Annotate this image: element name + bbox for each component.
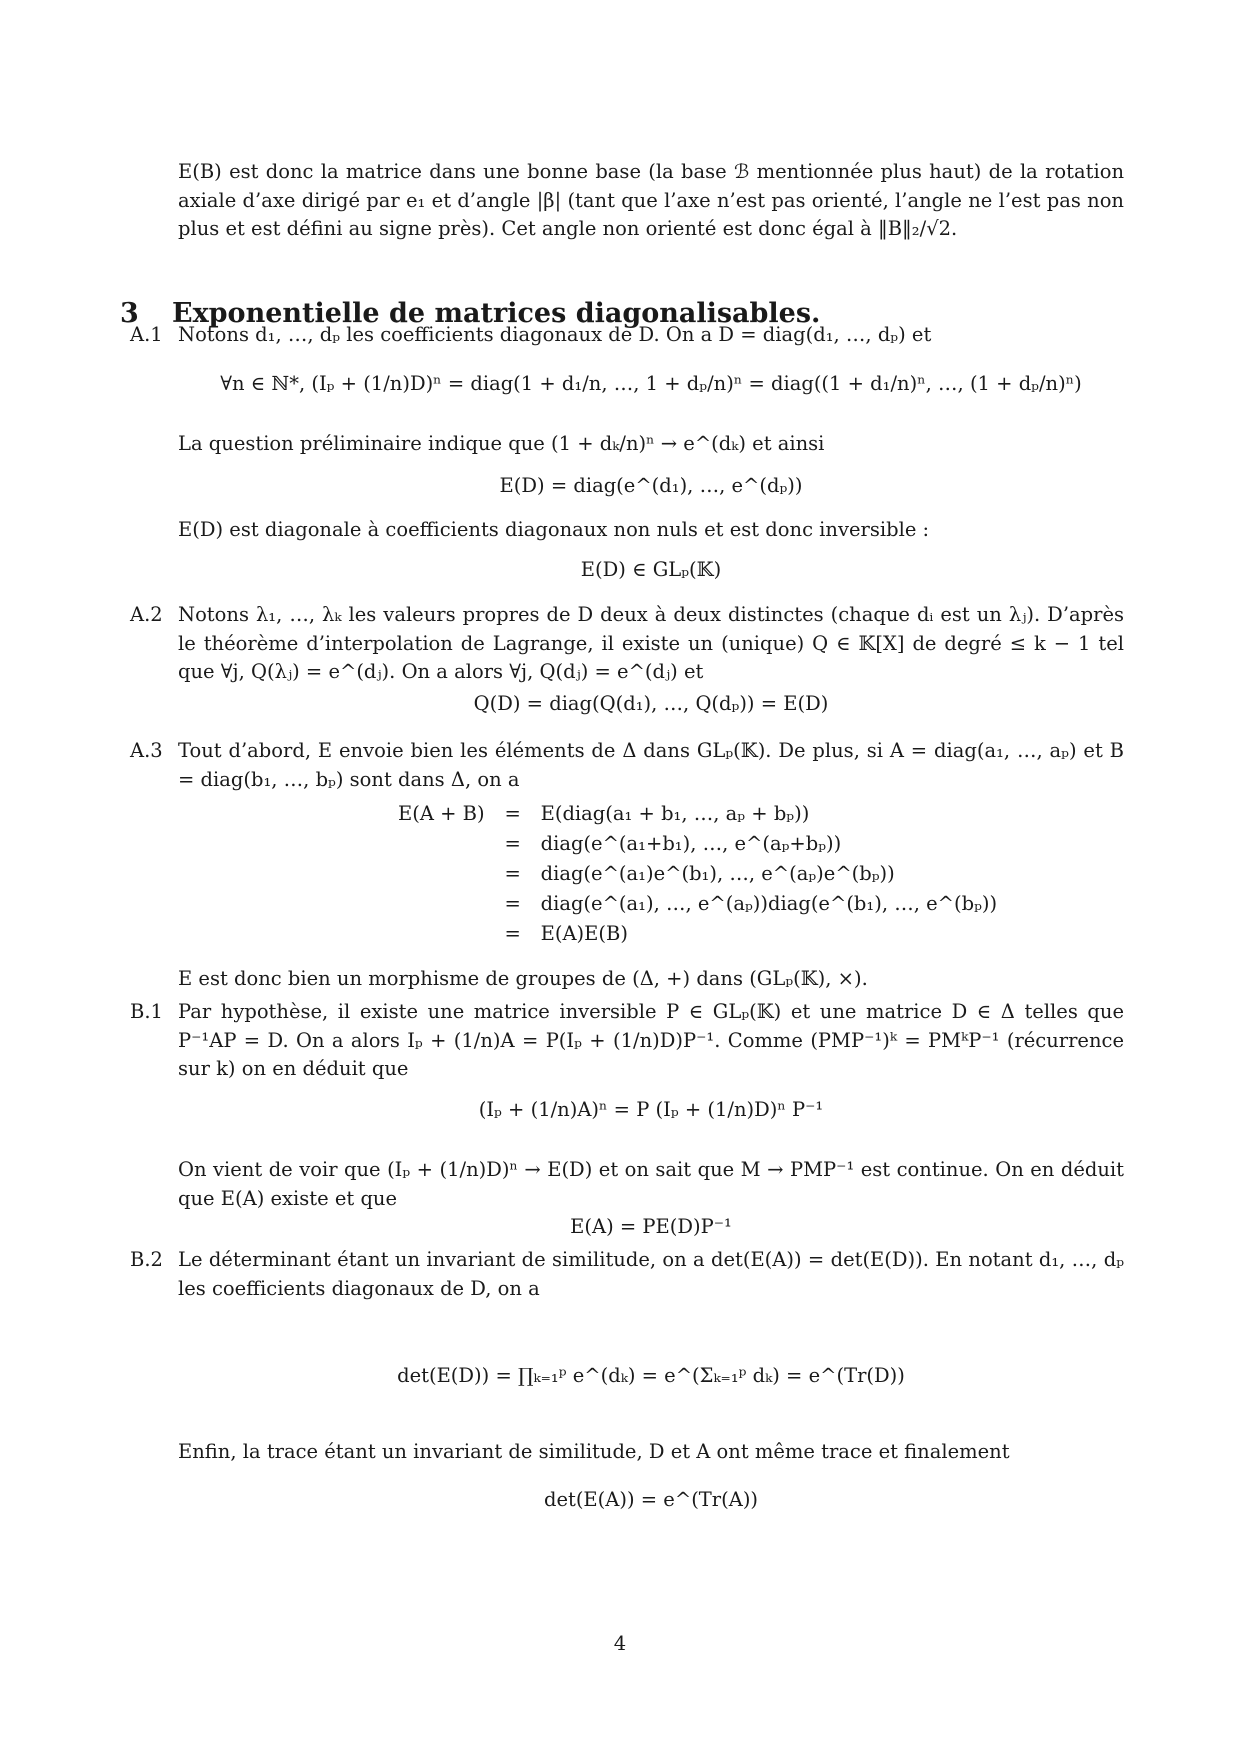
item-text: On vient de voir que (Iₚ + (1/n)D)ⁿ → E(D) et on sait que M → PMP⁻¹ est continue. On en déduit que E(A) existe et que [178,1158,1124,1210]
equation-rhs: E(diag(a₁ + b₁, …, aₚ + bₚ)) [540,801,810,825]
equation-b2-2: det(E(A)) = e^(Tr(A)) [543,1488,759,1511]
equation-a2: Q(D) = diag(Q(d₁), …, Q(dₚ)) = E(D) [473,692,829,715]
equation-a1-1: ∀n ∈ ℕ*, (Iₚ + (1/n)D)ⁿ = diag(1 + d₁/n, …, 1 + dₚ/n)ⁿ = diag((1 + d₁/n)ⁿ, …, (1 + dₚ/n)ⁿ) [220,372,1082,395]
equals-sign: = [504,921,521,945]
equation-a1-2: E(D) = diag(e^(d₁), …, e^(dₚ)) [499,474,803,497]
item-label: A.1 [130,323,163,346]
item-text: La question préliminaire indique que (1 + dₖ/n)ⁿ → e^(dₖ) et ainsi [178,432,825,455]
equation-b2-1: det(E(D)) = ∏ₖ₌₁ᵖ e^(dₖ) = e^(Σₖ₌₁ᵖ dₖ) = e^(Tr(D)) [397,1364,905,1387]
item-b1 [130,998,1124,1084]
item-label: B.1 [130,1000,163,1023]
page-number: 4 [613,1632,627,1655]
equals-sign: = [504,891,521,915]
aligned-equations [394,798,1001,948]
item-a2 [130,601,1124,687]
equation-row [394,918,1001,948]
item-text: Notons d₁, …, dₚ les coefficients diagonaux de D. On a D = diag(d₁, …, dₚ) et [178,323,932,346]
item-text: Par hypothèse, il existe une matrice inversible P ∈ GLₚ(𝕂) et une matrice D ∈ Δ telles que P⁻¹AP = D. On a alors Iₚ + (1/n)A = P(Iₚ + (1/n)D)P⁻¹. Comme (PMP⁻¹)ᵏ = PMᵏP⁻¹ (récurrence sur k) on en déduit que [178,1000,1124,1080]
equation-rhs: diag(e^(a₁)e^(b₁), …, e^(aₚ)e^(bₚ)) [540,861,895,885]
equation-row [394,798,1001,828]
item-a3 [130,737,1124,794]
equation-b1-2: E(A) = PE(D)P⁻¹ [570,1215,732,1238]
item-text: Tout d’abord, E envoie bien les éléments de Δ dans GLₚ(𝕂). De plus, si A = diag(a₁, …, aₚ) et B = diag(b₁, …, bₚ) sont dans Δ, on a [178,739,1124,791]
equation-row [394,888,1001,918]
equation-row [394,828,1001,858]
equation-rhs: diag(e^(a₁), …, e^(aₚ))diag(e^(b₁), …, e^(bₚ)) [540,891,998,915]
section-number: 3 [120,298,139,329]
equals-sign: = [504,861,521,885]
item-a1 [130,321,1124,350]
equation-a1-3: E(D) ∈ GLₚ(𝕂) [580,558,722,581]
equals-sign: = [504,801,521,825]
item-label: A.2 [130,603,163,626]
section-title: Exponentielle de matrices diagonalisables. [172,298,821,329]
equation-lhs: E(A + B) [398,801,485,825]
item-b2 [130,1246,1124,1303]
item-label: A.3 [130,739,163,762]
item-text: Le déterminant étant un invariant de similitude, on a det(E(A)) = det(E(D)). En notant d₁, …, dₚ les coefficients diagonaux de D, on a [178,1248,1124,1300]
equation-b1-1: (Iₚ + (1/n)A)ⁿ = P (Iₚ + (1/n)D)ⁿ P⁻¹ [478,1098,824,1121]
equation-rhs: E(A)E(B) [540,921,628,945]
item-text: E(D) est diagonale à coefficients diagonaux non nuls et est donc inversible : [178,518,930,541]
equals-sign: = [504,831,521,855]
item-text: Notons λ₁, …, λₖ les valeurs propres de D deux à deux distinctes (chaque dᵢ est un λⱼ). D’après le théorème d’interpolation de Lagrange, il existe un (unique) Q ∈ 𝕂[X] de degré ≤ k − 1 tel que ∀j, Q(λⱼ) = e^(dⱼ). On a alors ∀j, Q(dⱼ) = e^(dⱼ) et [178,603,1124,683]
item-label: B.2 [130,1248,163,1271]
equation-row [394,858,1001,888]
intro-paragraph: E(B) est donc la matrice dans une bonne base (la base ℬ mentionnée plus haut) de la rotation axiale d’axe dirigé par e₁ et d’angle |β| (tant que l’axe n’est pas orienté, l’angle ne l’est pas non plus et est défini au signe près). Cet angle non orienté est donc égal à ‖B‖₂/√2. [178,160,1124,240]
equation-rhs: diag(e^(a₁+b₁), …, e^(aₚ+bₚ)) [540,831,842,855]
item-text: Enfin, la trace étant un invariant de similitude, D et A ont même trace et finalement [178,1440,1010,1463]
item-text: E est donc bien un morphisme de groupes de (Δ, +) dans (GLₚ(𝕂), ×). [178,967,868,990]
